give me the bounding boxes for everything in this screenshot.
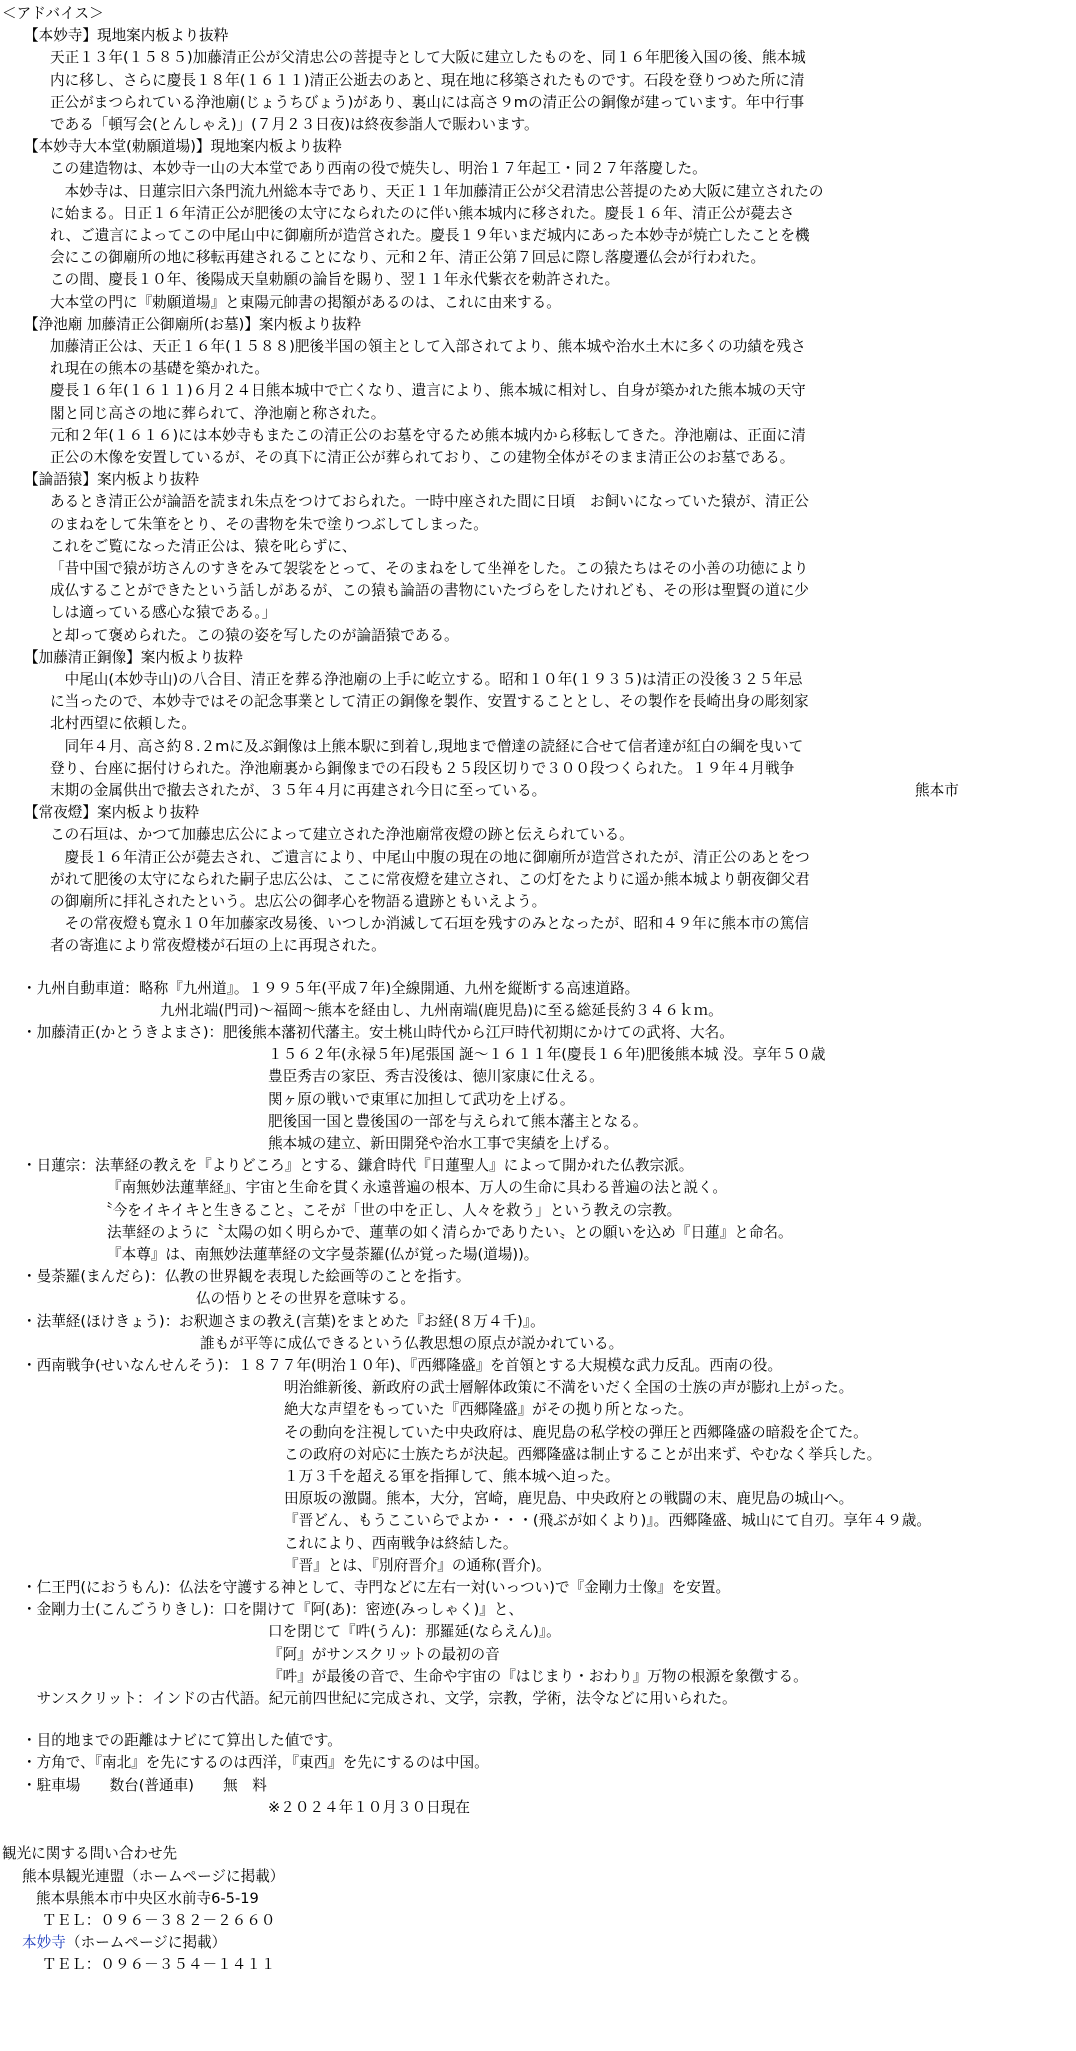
glossary-definition: 〝今をイキイキと生きること〟こそが「世の中を正し、人々を救う」という教えの宗教。 xyxy=(98,1201,682,1219)
section-text: 本妙寺は、日蓮宗旧六条門流九州総本寺であり、天正１１年加藤清正公が父君清忠公菩提のため大阪に建立されたの xyxy=(50,182,824,200)
date-note: ※２０２４年１０月３０日現在 xyxy=(268,1798,470,1816)
section-text: これをご覧になった清正公は、猿を叱らずに、 xyxy=(50,537,357,555)
contact-tel: ＴＥＬ：０９６－３５４－１４１１ xyxy=(42,1956,276,1974)
section-text: である「頓写会(とんしゃえ)」(７月２３日夜)は終夜参詣人で賑わいます。 xyxy=(50,116,539,133)
glossary-definition: 肥後国一国と豊後国の一部を与えられて熊本藩主となる。 xyxy=(268,1112,648,1130)
glossary-term: ・西南戦争(せいなんせんそう)： xyxy=(22,1356,238,1374)
section-title: 【本妙寺】現地案内板より抜粋 xyxy=(24,27,229,45)
glossary-definition: １万３千を超える軍を指揮して、熊本城へ迫った。 xyxy=(284,1467,620,1485)
glossary-term: ・曼荼羅(まんだら)： xyxy=(22,1268,165,1286)
section-text: この石垣は、かつて加藤忠広公によって建立された浄池廟常夜燈の跡と伝えられている。 xyxy=(50,826,634,844)
glossary-term: ・日蓮宗： xyxy=(22,1157,95,1175)
glossary-term: ・九州自動車道： xyxy=(22,979,139,997)
section-text: 大本堂の門に『勅願道場』と東陽元帥書の掲額があるのは、これに由来する。 xyxy=(50,293,561,311)
section-text: 正公がまつられている浄池廟(じょうちびょう)があり、裏山には高さ９mの清正公の銅像が建っています。年中行事 xyxy=(50,93,805,111)
section-title: 【浄池廟 加藤清正公御廟所(お墓)】案内板より抜粋 xyxy=(24,315,362,333)
glossary-definition: 口を開けて『阿(あ)：密迹(みっしゃく)』と、 xyxy=(223,1601,524,1619)
glossary-definition: 『南無妙法蓮華経』、宇宙と生命を貫く永遠普遍の根本、万人の生命に具わる普遍の法と説く。 xyxy=(107,1179,727,1197)
glossary-definition: 『阿』がサンスクリットの最初の音 xyxy=(268,1645,500,1663)
section-text: 北村西望に依頼した。 xyxy=(50,715,196,733)
section-text: 元和２年(１６１６)には本妙寺もまたこの清正公のお墓を守るため熊本城内から移転してきた。浄池廟は、正面に清 xyxy=(50,426,806,444)
glossary-term: ・法華経(ほけきょう)： xyxy=(22,1312,180,1330)
section-text: 閣と同じ高さの地に葬られて、浄池廟と称された。 xyxy=(50,404,386,422)
glossary-term: サンスクリット： xyxy=(22,1689,152,1707)
section-text: この間、慶長１０年、後陽成天皇勅願の論旨を賜り、翌１１年永代紫衣を勅許された。 xyxy=(50,271,620,289)
section-title: 【本妙寺大本堂(勅願道場)】現地案内板より抜粋 xyxy=(24,138,342,156)
glossary-definition: この政府の対応に士族たちが決起。西郷隆盛は制止することが出来ず、やむなく挙兵した。 xyxy=(284,1445,882,1463)
section-title: 【常夜燈】案内板より抜粋 xyxy=(24,804,200,822)
glossary-term: ・加藤清正(かとうきよまさ)： xyxy=(22,1023,224,1041)
contact-tel: ＴＥＬ：０９６－３８２－２６６０ xyxy=(42,1911,276,1929)
section-text: その常夜燈も寛永１０年加藤家改易後、いつしか消滅して石垣を残すのみとなったが、昭和４９年に熊本市の篤信 xyxy=(50,915,809,933)
note-item: ・駐車場 数台(普通車) 無 料 xyxy=(22,1776,267,1794)
section-text: あるとき清正公が論語を読まれ朱点をつけておられた。一時中座された間に日頃 お飼いになっていた猿が、清正公 xyxy=(50,493,809,511)
advice-heading: ＜アドバイス＞ xyxy=(2,5,104,22)
temple-link[interactable]: 本妙寺 xyxy=(22,1934,66,1952)
section-text: 天正１３年(１５８５)加藤清正公が父清忠公の菩提寺として大阪に建立したものを、同１６年肥後入国の後、熊本城 xyxy=(50,49,806,67)
section-text: がれて肥後の太守になられた嗣子忠広公は、ここに常夜燈を建立され、この灯をたよりに遥か熊本城より朝夜御父君 xyxy=(50,870,810,888)
section-text: 加藤清正公は、天正１６年(１５８８)肥後半国の領主として入部されてより、熊本城や治水土木に多くの功績を残さ xyxy=(50,338,806,355)
glossary-definition: 法華経の教えを『よりどころ』とする、鎌倉時代『日蓮聖人』によって開かれた仏教宗派。 xyxy=(95,1157,694,1175)
glossary-definition: 略称『九州道』。１９９５年(平成７年)全線開通、九州を縦断する高速道路。 xyxy=(139,979,640,997)
glossary-definition: 豊臣秀吉の家臣、秀吉没後は、徳川家康に仕える。 xyxy=(268,1068,604,1086)
contact-note: （ホームページに掲載） xyxy=(66,1934,227,1952)
section-text: 者の寄進により常夜燈楼が石垣の上に再現された。 xyxy=(50,937,386,955)
glossary-definition: 『晋』とは、『別府晋介』の通称(晋介)。 xyxy=(284,1556,551,1574)
section-text: 会にこの御廟所の地に移転再建されることになり、元和２年、清正公第７回忌に際し落慶遷仏会が行われた。 xyxy=(50,249,766,267)
section-text: 同年４月、高さ約８.２mに及ぶ銅像は上熊本駅に到着し,現地まで僧達の読経に合せて信者達が紅白の綱を曳いて xyxy=(50,737,804,755)
glossary-definition: 口を閉じて『吽(うん)：那羅延(ならえん)』。 xyxy=(268,1623,561,1641)
section-text: の御廟所に拝礼されたという。忠広公の御孝心を物語る遺跡ともいえよう。 xyxy=(50,893,547,910)
glossary-definition: 関ヶ原の戦いで東軍に加担して武功を上げる。 xyxy=(268,1090,575,1108)
contact-heading: 観光に関する問い合わせ先 xyxy=(2,1845,178,1863)
glossary-definition: インドの古代語。紀元前四世紀に完成され、文学，宗教，学術，法令などに用いられた。 xyxy=(152,1689,737,1707)
glossary-definition: 誰もが平等に成仏できるという仏教思想の原点が説かれている。 xyxy=(200,1334,624,1352)
section-text: に始まる。日正１６年清正公が肥後の太守になられたのに伴い熊本城内に移された。慶長１６年、清正公が薨去さ xyxy=(50,204,795,222)
glossary-definition: １８７７年(明治１０年)、『西郷隆盛』を首領とする大規模な武力反乱。西南の役。 xyxy=(238,1356,783,1374)
section-text: 末期の金属供出で撤去されたが、３５年４月に再建され今日に至っている。 xyxy=(50,782,547,799)
section-text: この建造物は、本妙寺一山の大本堂であり西南の役で焼失し、明治１７年起工・同２７年落慶した。 xyxy=(50,160,707,178)
section-title: 【論語猿】案内板より抜粋 xyxy=(24,471,200,489)
section-text: 成仏することができたという話しがあるが、この猿も論語の書物にいたづらをしたけれども、その形は聖賢の道に少 xyxy=(50,582,809,600)
glossary-definition: 肥後熊本藩初代藩主。安土桃山時代から江戸時代初期にかけての武将、大名。 xyxy=(223,1023,734,1041)
section-text: れ、ご遺言によってこの中尾山中に御廟所が造営された。慶長１９年いまだ城内にあった本妙寺が焼亡したことを機 xyxy=(50,227,810,244)
glossary-definition: 九州北端(門司)～福岡～熊本を経由し、九州南端(鹿児島)に至る総延長約３４６ｋｍ。 xyxy=(160,1001,723,1019)
section-text: 慶長１６年清正公が薨去され、ご遺言により、中尾山中腹の現在の地に御廟所が造営されたが、清正公のあとをつ xyxy=(50,848,810,866)
glossary-definition: その動向を注視していた中央政府は、鹿児島の私学校の弾圧と西郷隆盛の暗殺を企てた。 xyxy=(284,1423,868,1441)
glossary-definition: 熊本城の建立、新田開発や治水工事で実績を上げる。 xyxy=(268,1134,619,1152)
section-title: 【加藤清正銅像】案内板より抜粋 xyxy=(24,648,243,666)
glossary-definition: 絶大な声望をもっていた『西郷隆盛』がその拠り所となった。 xyxy=(284,1401,693,1419)
section-text: しは適っている感心な猿である。」 xyxy=(50,604,277,622)
glossary-definition: 仏教の世界観を表現した絵画等のことを指す。 xyxy=(165,1268,471,1286)
glossary-term: ・仁王門(におうもん)： xyxy=(22,1578,180,1596)
glossary-definition: 法華経のように〝太陽の如く明らかで、蓮華の如く清らかでありたい〟との願いを込め『日蓮』と命名。 xyxy=(107,1223,793,1241)
glossary-definition: 仏の悟りとその世界を意味する。 xyxy=(196,1290,415,1308)
note-item: ・方角で、『南北』を先にするのは西洋，『東西』を先にするのは中国。 xyxy=(22,1754,489,1772)
glossary-definition: お釈迦さまの教え(言葉)をまとめた『お経(８万４千)』。 xyxy=(179,1312,545,1330)
contact-address: 熊本県熊本市中央区水前寺6-5-19 xyxy=(36,1889,259,1907)
glossary-term: ・金剛力士(こんごうりきし)： xyxy=(22,1601,224,1619)
section-text: 内に移し、さらに慶長１８年(１６１１)清正公逝去のあと、現在地に移築されたものです。石段を登りつめた所に清 xyxy=(50,71,805,89)
section-text: 中尾山(本妙寺山)の八合目、清正を葬る浄池廟の上手に屹立する。昭和１０年(１９３５)は清正の没後３２５年忌 xyxy=(50,671,803,688)
section-text: 正公の木像を安置しているが、その真下に清正公が葬られており、この建物全体がそのまま清正公のお墓である。 xyxy=(50,449,795,466)
glossary-definition: 田原坂の激闘。熊本，大分，宮崎，鹿児島、中央政府との戦闘の末、鹿児島の城山へ。 xyxy=(284,1490,854,1508)
section-text: に当ったので、本妙寺ではその記念事業として清正の銅像を製作、安置することとし、その製作を長崎出身の彫刻家 xyxy=(50,693,809,711)
contact-org: 熊本県観光連盟（ホームページに掲載） xyxy=(22,1867,285,1885)
note-item: ・目的地までの距離はナビにて算出した値です。 xyxy=(22,1732,342,1750)
glossary-definition: 明治維新後、新政府の武士層解体政策に不満をいだく全国の士族の声が膨れ上がった。 xyxy=(284,1379,854,1397)
glossary-definition: これにより、西南戦争は終結した。 xyxy=(284,1534,518,1552)
section-text: 慶長１６年(１６１１)６月２４日熊本城中で亡くなり、遺言により、熊本城に相対し、自身が築かれた熊本城の天守 xyxy=(50,382,806,400)
section-text: れ現在の熊本の基礎を築かれた。 xyxy=(50,360,269,378)
section-text: と却って褒められた。この猿の姿を写したのが論語猿である。 xyxy=(50,626,459,644)
section-text: のまねをして朱筆をとり、その書物を朱で塗りつぶしてしまった。 xyxy=(50,515,488,533)
section-text: 「昔中国で猿が坊さんのすきをみて袈裟をとって、そのまねをして坐禅をした。この猿たちはその小善の功徳により xyxy=(50,560,809,577)
section-credit: 熊本市 xyxy=(915,782,959,799)
glossary-definition: 『吽』が最後の音で、生命や宇宙の『はじまり・おわり』万物の根源を象徴する。 xyxy=(268,1667,808,1685)
glossary-definition: １５６２年(永禄５年)尾張国 誕～１６１１年(慶長１６年)肥後熊本城 没。享年５０歳 xyxy=(268,1046,826,1064)
glossary-definition: 『晋どん、もうここいらでよか・・・(飛ぶが如くより)』。西郷隆盛、城山にて自刃。享年４９歳。 xyxy=(284,1512,931,1530)
section-text: 登り、台座に据付けられた。浄池廟裏から銅像までの石段も２５段区切りで３００段つくられた。１９年４月戦争 xyxy=(50,759,795,777)
glossary-definition: 仏法を守護する神として、寺門などに左右一対(いっつい)で『金剛力士像』を安置。 xyxy=(179,1578,731,1596)
glossary-definition: 『本尊』は、南無妙法蓮華経の文字曼荼羅(仏が覚った場(道場))。 xyxy=(107,1245,539,1263)
